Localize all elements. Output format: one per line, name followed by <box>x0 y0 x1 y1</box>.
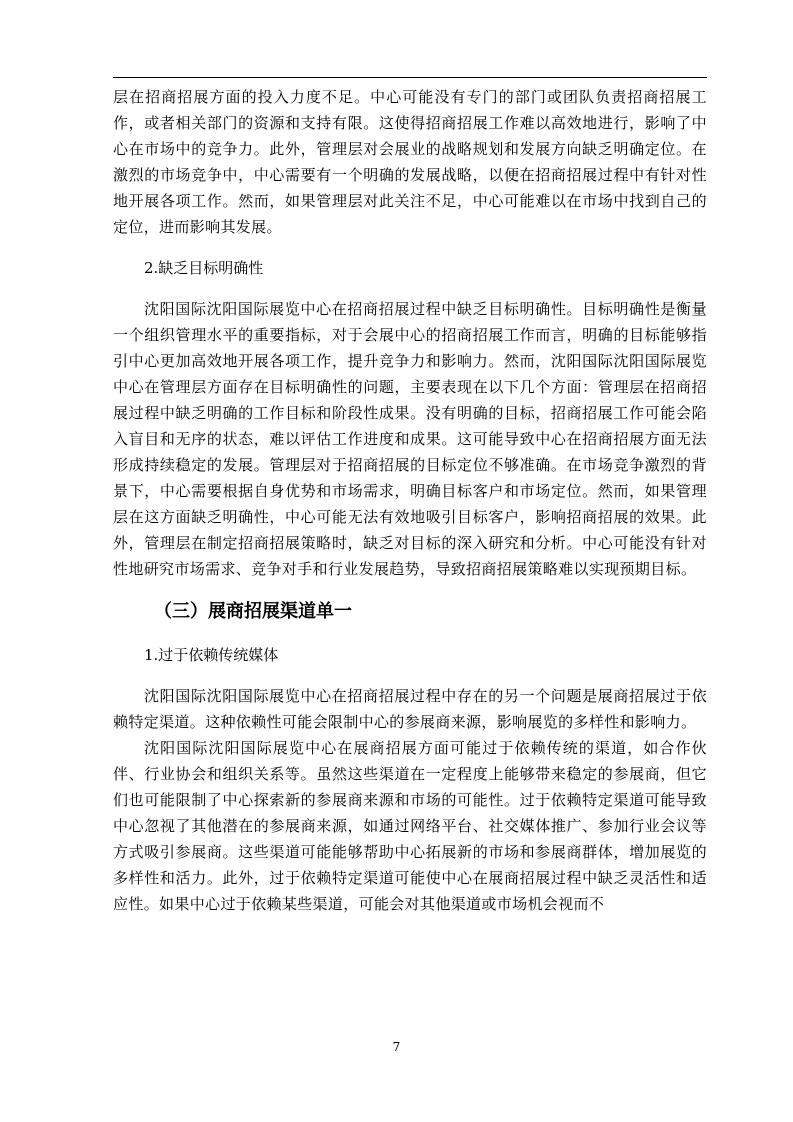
page-number: 7 <box>392 1040 401 1054</box>
page-body <box>113 84 707 917</box>
section-heading-single-channel: （三）展商招展渠道单一 <box>154 601 352 622</box>
continuation-paragraph: 层在招商招展方面的投入力度不足。中心可能没有专门的部门或团队负责招商招展工作，或者相关部门的资源和支持有限。这使得招商招展工作难以高效地进行，影响了中心在市场中的竞争力。此外，管理层对会展业的战略规划和发展方向缺乏明确定位。在激烈的市场竞争中，中心需要有一个明确的发展战略，以便在招商招展过程中有针对性地开展各项工作。然而，如果管理层对此关注不足，中心可能难以在市场中找到自己的定位，进而影响其发展。 <box>113 88 707 236</box>
paragraph-traditional-channels: 沈阳国际沈阳国际展览中心在展商招展方面可能过于依赖传统的渠道，如合作伙伴、行业协会和组织关系等。虽然这些渠道在一定程度上能够带来稳定的参展商，但它们也可能限制了中心探索新的参展商来源和市场的可能性。过于依赖特定渠道可能导致中心忽视了其他潜在的参展商来源，如通过网络平台、社交媒体推广、参加行业会议等方式吸引参展商。这些渠道可能能够帮助中心拓展新的市场和参展商群体，增加展览的多样性和活力。此外，过于依赖特定渠道可能使中心在展商招展过程中缺乏灵活性和适应性。如果中心过于依赖某些渠道，可能会对其他渠道或市场机会视而不 <box>113 739 707 913</box>
paragraph-goal-clarity: 沈阳国际沈阳国际展览中心在招商招展过程中缺乏目标明确性。目标明确性是衡量一个组织管理水平的重要指标，对于会展中心的招商招展工作而言，明确的目标能够指引中心更加高效地开展各项工作，提升竞争力和影响力。然而，沈阳国际沈阳国际展览中心在管理层方面存在目标明确性的问题，主要表现在以下几个方面：管理层在招商招展过程中缺乏明确的工作目标和阶段性成果。没有明确的目标，招商招展工作可能会陷入盲目和无序的状态，难以评估工作进度和成果。这可能导致中心在招商招展方面无法形成持续稳定的发展。管理层对于招商招展的目标定位不够准确。在市场竞争激烈的背景下，中心需要根据自身优势和市场需求，明确目标客户和市场定位。然而，如果管理层在这方面缺乏明确性，中心可能无法有效地吸引目标客户，影响招商招展的效果。此外，管理层在制定招商招展策略时，缺乏对目标的深入研究和分析。中心可能没有针对性地研究市场需求、竞争对手和行业发展趋势，导致招商招展策略难以实现预期目标。 <box>113 300 707 578</box>
subheading-lack-of-goal-clarity: 2.缺乏目标明确性 <box>144 259 264 277</box>
header-rule <box>113 77 707 78</box>
subheading-traditional-media: 1.过于依赖传统媒体 <box>144 646 279 664</box>
paragraph-channel-dependence: 沈阳国际沈阳国际展览中心在招商招展过程中存在的另一个问题是展商招展过于依赖特定渠道。这种依赖性可能会限制中心的参展商来源，影响展览的多样性和影响力。 <box>113 687 707 731</box>
